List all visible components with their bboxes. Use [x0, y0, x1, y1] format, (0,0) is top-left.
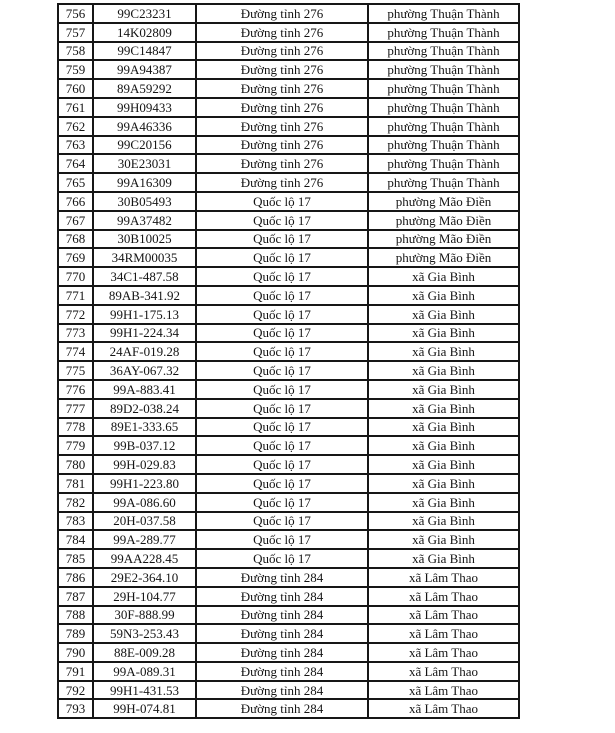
road-name-cell: Đường tỉnh 276 — [196, 154, 368, 173]
plate-number-cell: 99AA228.45 — [93, 549, 196, 568]
plate-number-cell: 99C23231 — [93, 4, 196, 23]
table-row — [58, 662, 519, 681]
ward-name-cell: xã Gia Bình — [368, 342, 519, 361]
plate-number-cell: 20H-037.58 — [93, 512, 196, 531]
road-name-cell: Quốc lộ 17 — [196, 380, 368, 399]
road-name-cell: Quốc lộ 17 — [196, 267, 368, 286]
road-name-cell: Quốc lộ 17 — [196, 474, 368, 493]
row-number-cell: 763 — [58, 136, 93, 155]
row-number-cell: 791 — [58, 662, 93, 681]
table-row — [58, 230, 519, 249]
road-name-cell: Quốc lộ 17 — [196, 549, 368, 568]
road-name-cell: Quốc lộ 17 — [196, 455, 368, 474]
row-number-cell: 776 — [58, 380, 93, 399]
table-row — [58, 399, 519, 418]
table-row — [58, 60, 519, 79]
plate-number-cell: 30B05493 — [93, 192, 196, 211]
ward-name-cell: phường Mão Điền — [368, 248, 519, 267]
road-name-cell: Đường tỉnh 284 — [196, 606, 368, 625]
ward-name-cell: xã Gia Bình — [368, 267, 519, 286]
ward-name-cell: phường Thuận Thành — [368, 98, 519, 117]
plate-number-cell: 89A59292 — [93, 79, 196, 98]
ward-name-cell: xã Lâm Thao — [368, 681, 519, 700]
road-name-cell: Đường tỉnh 276 — [196, 23, 368, 42]
plate-number-cell: 34C1-487.58 — [93, 267, 196, 286]
table-row — [58, 267, 519, 286]
ward-name-cell: phường Thuận Thành — [368, 23, 519, 42]
row-number-cell: 793 — [58, 699, 93, 718]
road-name-cell: Đường tỉnh 284 — [196, 568, 368, 587]
row-number-cell: 787 — [58, 587, 93, 606]
table-row — [58, 361, 519, 380]
table-row — [58, 324, 519, 343]
ward-name-cell: phường Thuận Thành — [368, 173, 519, 192]
plate-number-cell: 99H1-431.53 — [93, 681, 196, 700]
road-name-cell: Quốc lộ 17 — [196, 342, 368, 361]
road-name-cell: Đường tỉnh 284 — [196, 699, 368, 718]
row-number-cell: 781 — [58, 474, 93, 493]
table-row — [58, 42, 519, 61]
ward-name-cell: phường Thuận Thành — [368, 136, 519, 155]
table-row — [58, 23, 519, 42]
table-row — [58, 4, 519, 23]
plate-number-cell: 34RM00035 — [93, 248, 196, 267]
row-number-cell: 784 — [58, 530, 93, 549]
row-number-cell: 790 — [58, 643, 93, 662]
road-name-cell: Đường tỉnh 276 — [196, 60, 368, 79]
ward-name-cell: xã Gia Bình — [368, 305, 519, 324]
row-number-cell: 789 — [58, 624, 93, 643]
plate-number-cell: 99A-289.77 — [93, 530, 196, 549]
plate-number-cell: 99C14847 — [93, 42, 196, 61]
road-name-cell: Đường tỉnh 276 — [196, 117, 368, 136]
row-number-cell: 758 — [58, 42, 93, 61]
row-number-cell: 775 — [58, 361, 93, 380]
table-row — [58, 568, 519, 587]
table-row — [58, 474, 519, 493]
row-number-cell: 772 — [58, 305, 93, 324]
row-number-cell: 757 — [58, 23, 93, 42]
table-row — [58, 455, 519, 474]
row-number-cell: 792 — [58, 681, 93, 700]
ward-name-cell: xã Gia Bình — [368, 436, 519, 455]
plate-number-cell: 36AY-067.32 — [93, 361, 196, 380]
row-number-cell: 770 — [58, 267, 93, 286]
plate-number-cell: 99A46336 — [93, 117, 196, 136]
ward-name-cell: xã Gia Bình — [368, 530, 519, 549]
table-row — [58, 342, 519, 361]
plate-number-cell: 24AF-019.28 — [93, 342, 196, 361]
table-row — [58, 624, 519, 643]
road-name-cell: Quốc lộ 17 — [196, 192, 368, 211]
row-number-cell: 767 — [58, 211, 93, 230]
plate-number-cell: 99A-089.31 — [93, 662, 196, 681]
road-name-cell: Đường tỉnh 276 — [196, 173, 368, 192]
plate-number-cell: 99H1-175.13 — [93, 305, 196, 324]
plate-number-cell: 99B-037.12 — [93, 436, 196, 455]
road-name-cell: Quốc lộ 17 — [196, 530, 368, 549]
row-number-cell: 782 — [58, 493, 93, 512]
row-number-cell: 769 — [58, 248, 93, 267]
road-name-cell: Quốc lộ 17 — [196, 230, 368, 249]
row-number-cell: 764 — [58, 154, 93, 173]
table-row — [58, 643, 519, 662]
table-row — [58, 681, 519, 700]
table-row — [58, 154, 519, 173]
road-name-cell: Đường tỉnh 284 — [196, 681, 368, 700]
plate-number-cell: 59N3-253.43 — [93, 624, 196, 643]
plate-number-cell: 88E-009.28 — [93, 643, 196, 662]
ward-name-cell: xã Gia Bình — [368, 474, 519, 493]
table-body — [58, 4, 519, 718]
row-number-cell: 762 — [58, 117, 93, 136]
plate-number-cell: 99H-029.83 — [93, 455, 196, 474]
table-row — [58, 380, 519, 399]
plate-number-cell: 30E23031 — [93, 154, 196, 173]
ward-name-cell: phường Thuận Thành — [368, 60, 519, 79]
plate-number-cell: 99A-086.60 — [93, 493, 196, 512]
ward-name-cell: xã Gia Bình — [368, 455, 519, 474]
plate-number-cell: 99A-883.41 — [93, 380, 196, 399]
table-row — [58, 699, 519, 718]
row-number-cell: 779 — [58, 436, 93, 455]
row-number-cell: 766 — [58, 192, 93, 211]
table-row — [58, 79, 519, 98]
table-row — [58, 248, 519, 267]
ward-name-cell: xã Gia Bình — [368, 493, 519, 512]
row-number-cell: 768 — [58, 230, 93, 249]
plate-number-cell: 99H-074.81 — [93, 699, 196, 718]
table-row — [58, 549, 519, 568]
plate-number-cell: 29H-104.77 — [93, 587, 196, 606]
table-row — [58, 117, 519, 136]
plate-number-cell: 99H09433 — [93, 98, 196, 117]
table-row — [58, 305, 519, 324]
plate-number-cell: 30B10025 — [93, 230, 196, 249]
road-name-cell: Đường tỉnh 276 — [196, 136, 368, 155]
table-row — [58, 512, 519, 531]
road-name-cell: Quốc lộ 17 — [196, 418, 368, 437]
road-name-cell: Đường tỉnh 276 — [196, 42, 368, 61]
table-row — [58, 587, 519, 606]
ward-name-cell: xã Gia Bình — [368, 512, 519, 531]
ward-name-cell: xã Gia Bình — [368, 286, 519, 305]
table-row — [58, 606, 519, 625]
ward-name-cell: xã Gia Bình — [368, 361, 519, 380]
table-row — [58, 418, 519, 437]
road-name-cell: Quốc lộ 17 — [196, 211, 368, 230]
plate-number-cell: 99H1-223.80 — [93, 474, 196, 493]
table-row — [58, 173, 519, 192]
row-number-cell: 786 — [58, 568, 93, 587]
row-number-cell: 774 — [58, 342, 93, 361]
road-name-cell: Quốc lộ 17 — [196, 324, 368, 343]
ward-name-cell: phường Mão Điền — [368, 211, 519, 230]
ward-name-cell: xã Lâm Thao — [368, 606, 519, 625]
ward-name-cell: xã Lâm Thao — [368, 624, 519, 643]
row-number-cell: 765 — [58, 173, 93, 192]
plate-number-cell: 89AB-341.92 — [93, 286, 196, 305]
ward-name-cell: phường Thuận Thành — [368, 117, 519, 136]
road-name-cell: Đường tỉnh 284 — [196, 643, 368, 662]
road-name-cell: Quốc lộ 17 — [196, 436, 368, 455]
row-number-cell: 777 — [58, 399, 93, 418]
ward-name-cell: xã Gia Bình — [368, 399, 519, 418]
row-number-cell: 760 — [58, 79, 93, 98]
ward-name-cell: xã Lâm Thao — [368, 587, 519, 606]
road-name-cell: Quốc lộ 17 — [196, 286, 368, 305]
row-number-cell: 785 — [58, 549, 93, 568]
road-name-cell: Đường tỉnh 276 — [196, 4, 368, 23]
road-name-cell: Đường tỉnh 284 — [196, 662, 368, 681]
ward-name-cell: phường Mão Điền — [368, 192, 519, 211]
ward-name-cell: phường Mão Điền — [368, 230, 519, 249]
ward-name-cell: xã Lâm Thao — [368, 662, 519, 681]
road-name-cell: Đường tỉnh 276 — [196, 79, 368, 98]
table-row — [58, 436, 519, 455]
table-row — [58, 493, 519, 512]
road-name-cell: Quốc lộ 17 — [196, 248, 368, 267]
table-row — [58, 530, 519, 549]
plate-number-cell: 99A16309 — [93, 173, 196, 192]
ward-name-cell: phường Thuận Thành — [368, 4, 519, 23]
table-row — [58, 192, 519, 211]
plate-number-cell: 30F-888.99 — [93, 606, 196, 625]
road-name-cell: Đường tỉnh 284 — [196, 587, 368, 606]
road-name-cell: Quốc lộ 17 — [196, 361, 368, 380]
plate-number-cell: 99A37482 — [93, 211, 196, 230]
row-number-cell: 778 — [58, 418, 93, 437]
ward-name-cell: xã Lâm Thao — [368, 699, 519, 718]
table-row — [58, 286, 519, 305]
road-name-cell: Đường tỉnh 284 — [196, 624, 368, 643]
ward-name-cell: xã Gia Bình — [368, 380, 519, 399]
ward-name-cell: xã Gia Bình — [368, 418, 519, 437]
plate-number-cell: 99H1-224.34 — [93, 324, 196, 343]
row-number-cell: 756 — [58, 4, 93, 23]
row-number-cell: 771 — [58, 286, 93, 305]
ward-name-cell: phường Thuận Thành — [368, 79, 519, 98]
table-row — [58, 136, 519, 155]
ward-name-cell: xã Gia Bình — [368, 549, 519, 568]
road-name-cell: Quốc lộ 17 — [196, 399, 368, 418]
road-name-cell: Quốc lộ 17 — [196, 493, 368, 512]
ward-name-cell: phường Thuận Thành — [368, 154, 519, 173]
ward-name-cell: xã Lâm Thao — [368, 568, 519, 587]
road-name-cell: Đường tỉnh 276 — [196, 98, 368, 117]
row-number-cell: 759 — [58, 60, 93, 79]
table-row — [58, 211, 519, 230]
plate-number-cell: 14K02809 — [93, 23, 196, 42]
row-number-cell: 761 — [58, 98, 93, 117]
plate-number-cell: 89E1-333.65 — [93, 418, 196, 437]
row-number-cell: 780 — [58, 455, 93, 474]
road-name-cell: Quốc lộ 17 — [196, 305, 368, 324]
row-number-cell: 783 — [58, 512, 93, 531]
ward-name-cell: phường Thuận Thành — [368, 42, 519, 61]
row-number-cell: 788 — [58, 606, 93, 625]
row-number-cell: 773 — [58, 324, 93, 343]
ward-name-cell: xã Lâm Thao — [368, 643, 519, 662]
plate-number-cell: 29E2-364.10 — [93, 568, 196, 587]
ward-name-cell: xã Gia Bình — [368, 324, 519, 343]
road-name-cell: Quốc lộ 17 — [196, 512, 368, 531]
table-row — [58, 98, 519, 117]
plate-number-cell: 99C20156 — [93, 136, 196, 155]
violation-plates-table — [57, 3, 520, 719]
plate-number-cell: 99A94387 — [93, 60, 196, 79]
plate-number-cell: 89D2-038.24 — [93, 399, 196, 418]
